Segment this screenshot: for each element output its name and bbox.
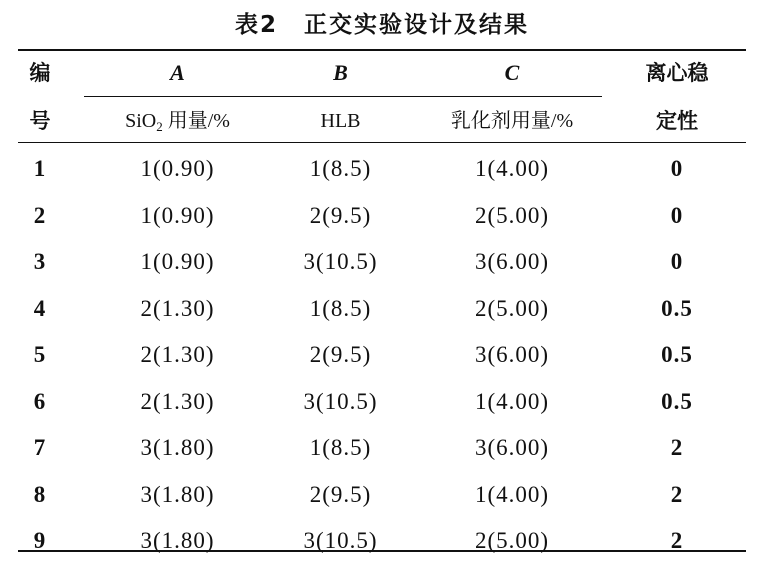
cell-factor-a: 3(1.80) — [140, 482, 215, 507]
cell-stability: 0 — [670, 156, 684, 181]
row-id: 7 — [33, 435, 47, 460]
cell-factor-a: 2(1.30) — [140, 389, 215, 414]
header-hlb: HLB — [320, 110, 361, 132]
table-caption: 正交实验设计及结果 — [304, 12, 529, 38]
header-id-top: 编 — [29, 61, 51, 85]
cell-stability: 0.5 — [661, 389, 693, 414]
cell-factor-b: 3(10.5) — [303, 249, 378, 274]
cell-factor-a: 3(1.80) — [140, 435, 215, 460]
cell-factor-b: 3(10.5) — [303, 389, 378, 414]
sio2-text: SiO — [125, 110, 157, 132]
header-stability-bottom: 定性 — [656, 109, 698, 133]
header-stability-top: 离心稳 — [645, 61, 709, 85]
cell-factor-c: 1(4.00) — [474, 389, 550, 414]
cell-factor-a: 3(1.80) — [140, 528, 215, 553]
cell-factor-a: 2(1.30) — [140, 296, 215, 321]
cell-stability: 0.5 — [661, 342, 693, 367]
cell-factor-a: 1(0.90) — [140, 156, 215, 181]
cell-factor-a: 1(0.90) — [140, 249, 215, 274]
header-id-bottom: 号 — [29, 109, 51, 133]
header-factor-a: A — [170, 60, 185, 85]
factor-subheader-rule — [84, 96, 602, 97]
cell-factor-b: 1(8.5) — [309, 435, 372, 460]
cell-factor-c: 2(5.00) — [474, 296, 550, 321]
row-id: 5 — [33, 342, 47, 367]
cell-factor-c: 3(6.00) — [474, 342, 550, 367]
cell-factor-b: 1(8.5) — [309, 156, 372, 181]
cell-factor-c: 1(4.00) — [474, 156, 550, 181]
header-sio2-dosage — [90, 106, 265, 136]
cell-stability: 2 — [670, 435, 684, 460]
cell-stability: 2 — [670, 482, 684, 507]
cell-factor-b: 2(9.5) — [309, 342, 372, 367]
row-id: 2 — [33, 203, 47, 228]
row-id: 8 — [33, 482, 47, 507]
cell-stability: 2 — [670, 528, 684, 553]
row-id: 1 — [33, 156, 47, 181]
cell-factor-b: 2(9.5) — [309, 482, 372, 507]
sio2-subscript: 2 — [156, 119, 163, 134]
row-id: 4 — [33, 296, 47, 321]
cell-factor-a: 2(1.30) — [140, 342, 215, 367]
cell-factor-c: 2(5.00) — [474, 528, 550, 553]
header-bottom-rule — [18, 142, 746, 143]
cell-factor-c: 3(6.00) — [474, 435, 550, 460]
cell-factor-b: 3(10.5) — [303, 528, 378, 553]
row-id: 3 — [33, 249, 47, 274]
header-factor-b: B — [333, 60, 348, 85]
table-title — [0, 6, 764, 39]
top-rule — [18, 49, 746, 51]
sio2-unit: 用量/% — [162, 110, 230, 132]
cell-stability: 0 — [670, 249, 684, 274]
cell-stability: 0 — [670, 203, 684, 228]
cell-factor-c: 2(5.00) — [474, 203, 550, 228]
cell-factor-b: 2(9.5) — [309, 203, 372, 228]
cell-factor-b: 1(8.5) — [309, 296, 372, 321]
row-id: 6 — [33, 389, 47, 414]
cell-factor-c: 3(6.00) — [474, 249, 550, 274]
table-number: 表2 — [234, 12, 278, 38]
cell-factor-a: 1(0.90) — [140, 203, 215, 228]
cell-factor-c: 1(4.00) — [474, 482, 550, 507]
row-id: 9 — [33, 528, 47, 553]
header-emulsifier-dosage: 乳化剂用量/% — [450, 110, 574, 132]
header-factor-c: C — [504, 60, 520, 85]
cell-stability: 0.5 — [661, 296, 693, 321]
